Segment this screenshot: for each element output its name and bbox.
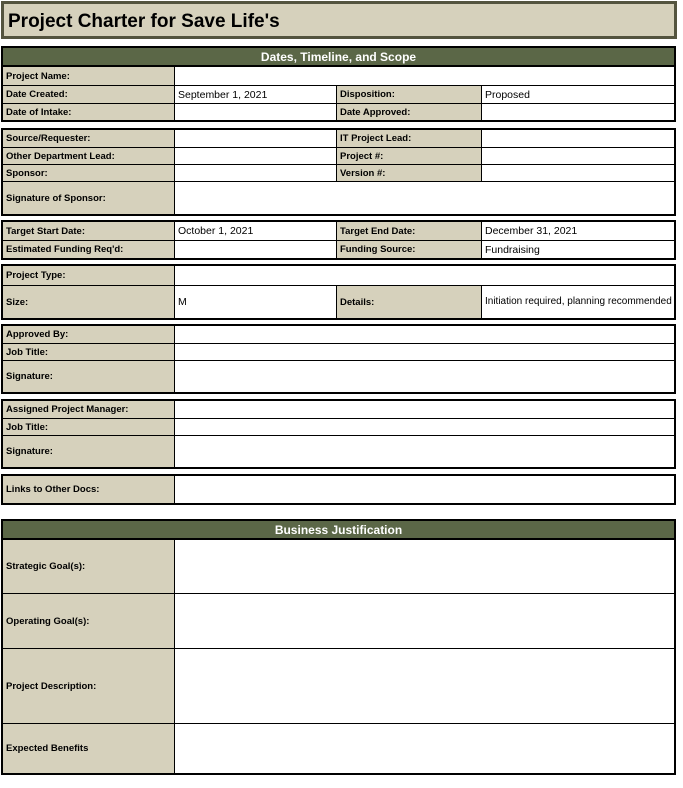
date-approved-field[interactable] xyxy=(481,104,674,120)
approved-by-label: Approved By: xyxy=(3,326,174,343)
it-project-lead-label: IT Project Lead: xyxy=(336,130,481,147)
approval-block xyxy=(1,324,676,394)
target-start-date-label: Target Start Date: xyxy=(3,222,174,240)
section-header-dates: Dates, Timeline, and Scope xyxy=(3,48,674,66)
other-department-lead-label: Other Department Lead: xyxy=(3,148,174,164)
project-type-block xyxy=(1,264,676,320)
date-created-label: Date Created: xyxy=(3,86,174,103)
estimated-funding-label: Estimated Funding Req'd: xyxy=(3,241,174,258)
project-type-field[interactable] xyxy=(174,266,674,285)
project-number-field[interactable] xyxy=(481,148,674,164)
manager-job-title-field[interactable] xyxy=(174,419,674,435)
operating-goals-label: Operating Goal(s): xyxy=(3,594,174,648)
expected-benefits-field[interactable] xyxy=(174,724,674,773)
source-requester-field[interactable] xyxy=(174,130,336,147)
other-department-lead-field[interactable] xyxy=(174,148,336,164)
date-of-intake-field[interactable] xyxy=(174,104,336,120)
links-block xyxy=(1,474,676,505)
approved-by-field[interactable] xyxy=(174,326,674,343)
details-label: Details: xyxy=(336,286,481,318)
estimated-funding-field[interactable] xyxy=(174,241,336,258)
project-number-label: Project #: xyxy=(336,148,481,164)
dates-timeline-scope-block xyxy=(1,46,676,122)
expected-benefits-label: Expected Benefits xyxy=(3,724,174,773)
links-to-other-docs-field[interactable] xyxy=(174,476,674,503)
sponsor-field[interactable] xyxy=(174,165,336,181)
timeline-block xyxy=(1,220,676,260)
document-title: Project Charter for Save Life's xyxy=(1,1,677,39)
date-of-intake-label: Date of Intake: xyxy=(3,104,174,120)
disposition-label: Disposition: xyxy=(336,86,481,103)
funding-source-label: Funding Source: xyxy=(336,241,481,258)
details-field[interactable]: Initiation required, planning recommended xyxy=(481,286,674,318)
target-end-date-label: Target End Date: xyxy=(336,222,481,240)
version-number-label: Version #: xyxy=(336,165,481,181)
manager-job-title-label: Job Title: xyxy=(3,419,174,435)
approver-job-title-field[interactable] xyxy=(174,344,674,360)
operating-goals-field[interactable] xyxy=(174,594,674,648)
funding-source-field[interactable]: Fundraising xyxy=(481,241,674,258)
manager-signature-field[interactable] xyxy=(174,436,674,467)
target-start-date-field[interactable]: October 1, 2021 xyxy=(174,222,336,240)
project-name-field[interactable] xyxy=(174,67,674,85)
size-field[interactable]: M xyxy=(174,286,336,318)
disposition-field[interactable]: Proposed xyxy=(481,86,674,103)
project-type-label: Project Type: xyxy=(3,266,174,285)
sponsor-label: Sponsor: xyxy=(3,165,174,181)
version-number-field[interactable] xyxy=(481,165,674,181)
business-justification-block xyxy=(1,519,676,775)
assigned-project-manager-field[interactable] xyxy=(174,401,674,418)
strategic-goals-label: Strategic Goal(s): xyxy=(3,540,174,593)
approver-signature-label: Signature: xyxy=(3,361,174,392)
people-block xyxy=(1,128,676,216)
signature-of-sponsor-field[interactable] xyxy=(174,182,674,214)
source-requester-label: Source/Requester: xyxy=(3,130,174,147)
links-to-other-docs-label: Links to Other Docs: xyxy=(3,476,174,503)
assigned-project-manager-label: Assigned Project Manager: xyxy=(3,401,174,418)
approver-signature-field[interactable] xyxy=(174,361,674,392)
strategic-goals-field[interactable] xyxy=(174,540,674,593)
project-description-field[interactable] xyxy=(174,649,674,723)
manager-signature-label: Signature: xyxy=(3,436,174,467)
project-name-label: Project Name: xyxy=(3,67,174,85)
target-end-date-field[interactable]: December 31, 2021 xyxy=(481,222,674,240)
size-label: Size: xyxy=(3,286,174,318)
project-description-label: Project Description: xyxy=(3,649,174,723)
signature-of-sponsor-label: Signature of Sponsor: xyxy=(3,182,174,214)
section-header-business-justification: Business Justification xyxy=(3,521,674,539)
date-approved-label: Date Approved: xyxy=(336,104,481,120)
it-project-lead-field[interactable] xyxy=(481,130,674,147)
date-created-field[interactable]: September 1, 2021 xyxy=(174,86,336,103)
project-manager-block xyxy=(1,399,676,469)
approver-job-title-label: Job Title: xyxy=(3,344,174,360)
